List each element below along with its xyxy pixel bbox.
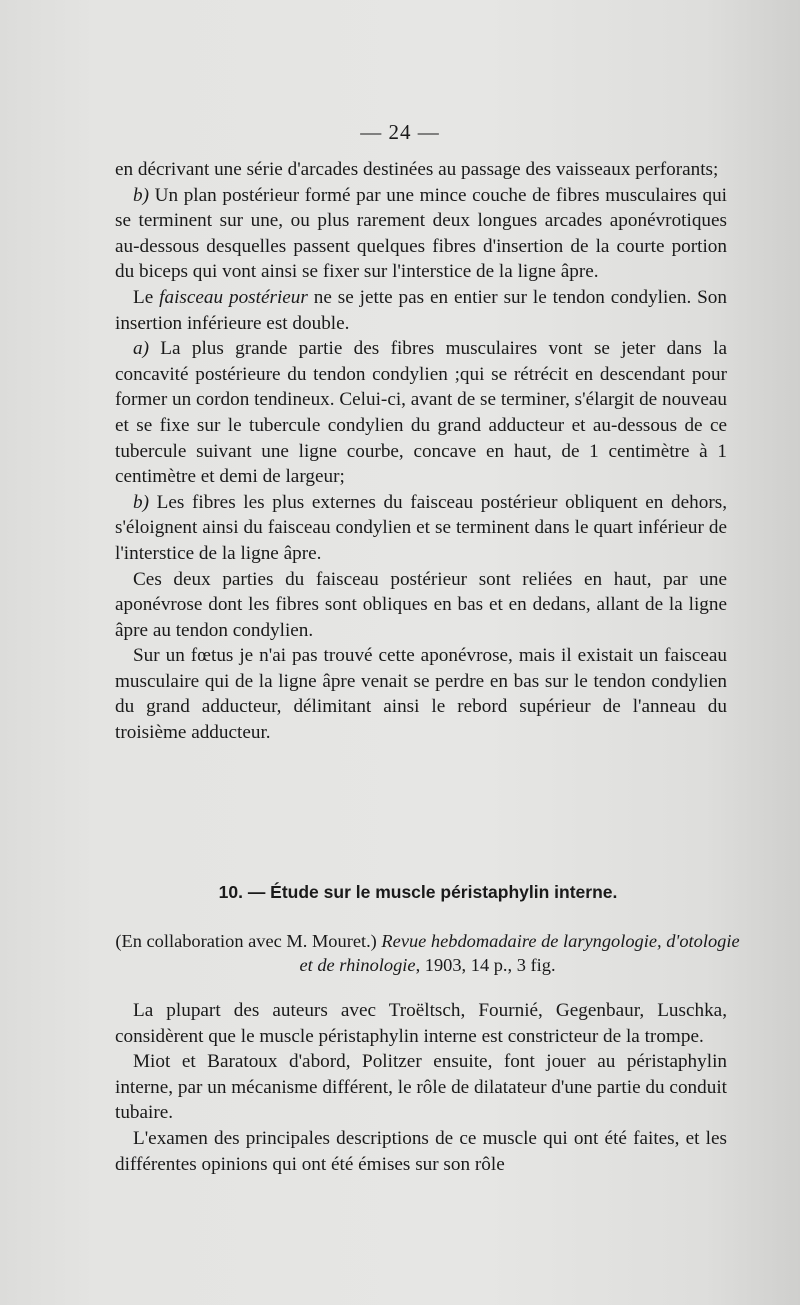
paragraph: Ces deux parties du faisceau postérieur sont reliées en haut, par une aponévrose dont les fibres sont obliques en bas et en dedans, allant de la ligne âpre au tendon condylien. [115, 568, 727, 641]
paragraph: Sur un fœtus je n'ai pas trouvé cette aponévrose, mais il existait un faisceau musculaire qui de la ligne âpre venait se perdre en bas sur le tendon condylien du grand adducteur, délimitant ainsi le rebord supérieur de l'anneau du troisième adducteur. [115, 645, 727, 744]
paragraph: b) Un plan postérieur formé par une mince couche de fibres musculaires qui se terminent sur une, ou plus rarement deux longues arcades aponévrotiques au-dessous desquelles passent quelques fibres d'insertion de la courte portion du biceps qui vont ainsi se fixer sur l'interstice de la ligne âpre. [115, 184, 727, 283]
paragraph: La plupart des auteurs avec Troëltsch, Fournié, Gegenbaur, Luschka, considèrent que le muscle péristaphylin interne est constricteur de la trompe. [115, 1000, 727, 1047]
body-text-upper [115, 157, 727, 746]
paragraph: b) Les fibres les plus externes du faisceau postérieur obliquent en dehors, s'éloignent ainsi du faisceau condylien et se terminent dans le quart inférieur de l'interstice de la ligne âpre. [115, 491, 727, 564]
bibliographic-reference: (En collaboration avec M. Mouret.) Revue hebdomadaire de laryngologie, d'otologie et de rhinologie, 1903, 14 p., 3 fig. [115, 931, 740, 975]
list-label: a) [133, 338, 149, 360]
paragraph: Miot et Baratoux d'abord, Politzer ensuite, font jouer au péristaphylin interne, par un mécanisme différent, le rôle de dilatateur d'une partie du conduit tubaire. [115, 1051, 727, 1124]
paragraph: en décrivant une série d'arcades destinées au passage des vaisseaux perforants; [115, 159, 719, 180]
journal-title: Revue hebdomadaire de laryngologie, d'otologie et de rhinologie [299, 931, 740, 975]
list-label: b) [133, 184, 149, 206]
paragraph: a) La plus grande partie des fibres musculaires vont se jeter dans la concavité postérieure du tendon condylien ;qui se rétrécit en descendant pour former un cordon tendineux. Celui-ci, avant de se terminer, s'élargit de nouveau et se fixe sur le tubercule condylien du grand adducteur et au-dessous de ce tubercule suivant une ligne courbe, concave en haut, de 1 centimètre à 1 centimètre et demi de largeur; [115, 338, 727, 488]
body-text-lower [115, 998, 727, 1177]
emphasis: faisceau postérieur [159, 286, 308, 308]
list-label: b) [133, 491, 149, 513]
paragraph: Le faisceau postérieur ne se jette pas en entier sur le tendon condylien. Son insertion inférieure est double. [115, 286, 727, 334]
paragraph: L'examen des principales descriptions de ce muscle qui ont été faites, et les différentes opinions qui ont été émises sur son rôle [115, 1127, 727, 1175]
section-heading: 10. — Étude sur le muscle péristaphylin interne. [218, 882, 618, 902]
page-number: — 24 — [360, 120, 440, 144]
